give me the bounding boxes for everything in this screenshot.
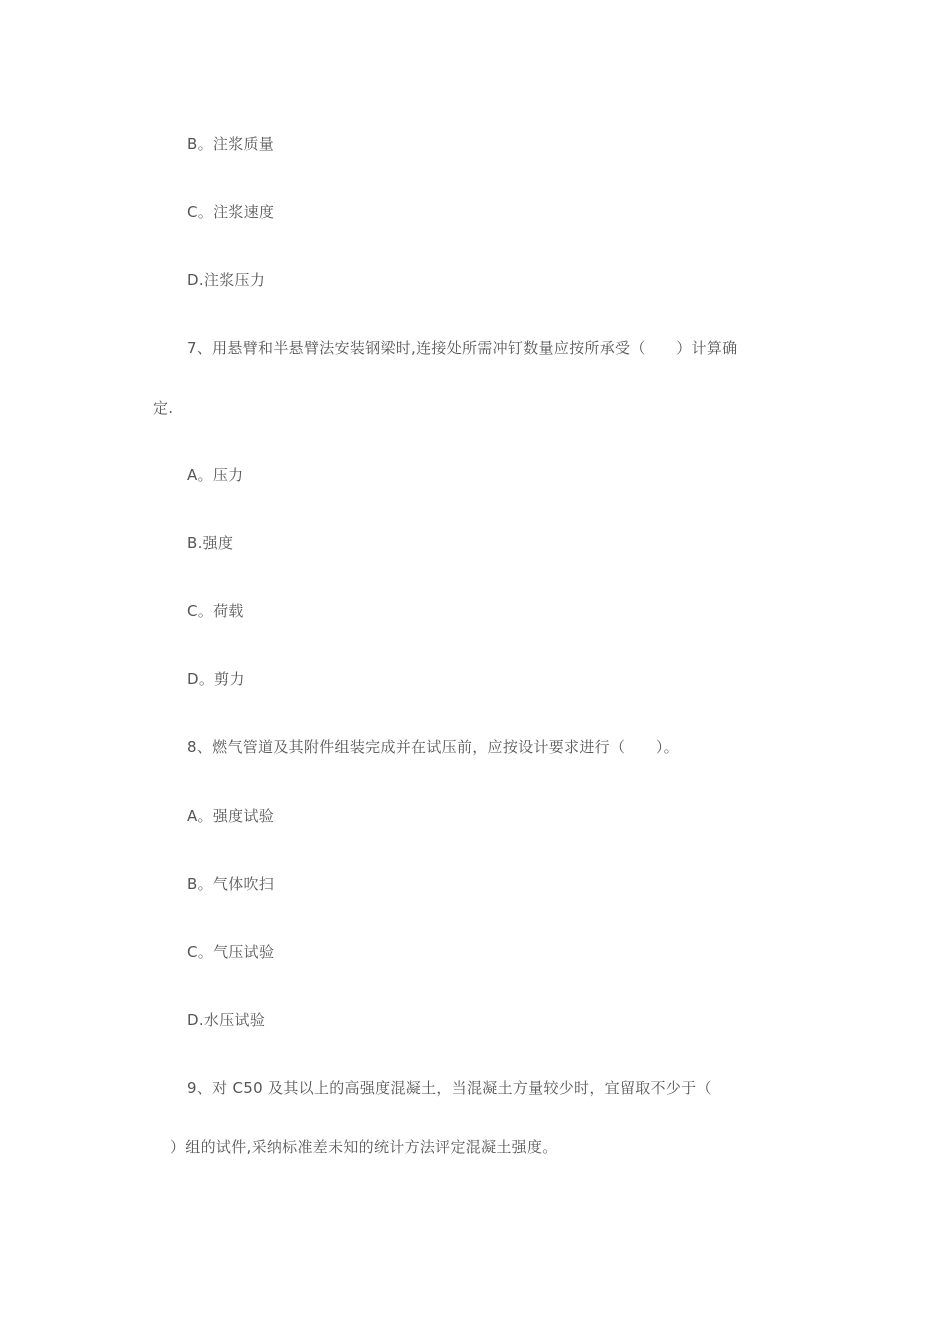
- option-a-q7: A。压力: [187, 466, 244, 484]
- option-c-q6: C。注浆速度: [187, 203, 275, 221]
- option-a-q8: A。强度试验: [187, 807, 275, 825]
- option-d-q7: D。剪力: [187, 670, 245, 688]
- option-b-q8: B。气体吹扫: [187, 875, 275, 893]
- option-d-q8: D.水压试验: [187, 1011, 266, 1029]
- question-7-continuation: 定.: [153, 399, 174, 417]
- question-8: 8、燃气管道及其附件组装完成并在试压前，应按设计要求进行（ ）。: [187, 738, 679, 756]
- option-b-q6: B。注浆质量: [187, 135, 275, 153]
- option-d-q6: D.注浆压力: [187, 271, 266, 289]
- question-9-continuation: ）组的试件,采纳标准差未知的统计方法评定混凝土强度。: [170, 1138, 558, 1156]
- option-b-q7: B.强度: [187, 534, 234, 552]
- option-c-q8: C。气压试验: [187, 943, 275, 961]
- option-c-q7: C。荷载: [187, 602, 244, 620]
- question-9: 9、对 C50 及其以上的高强度混凝土，当混凝土方量较少时，宜留取不少于（: [187, 1079, 712, 1097]
- question-7: 7、用悬臂和半悬臂法安装钢梁时,连接处所需冲钉数量应按所承受（ ）计算确: [187, 339, 738, 357]
